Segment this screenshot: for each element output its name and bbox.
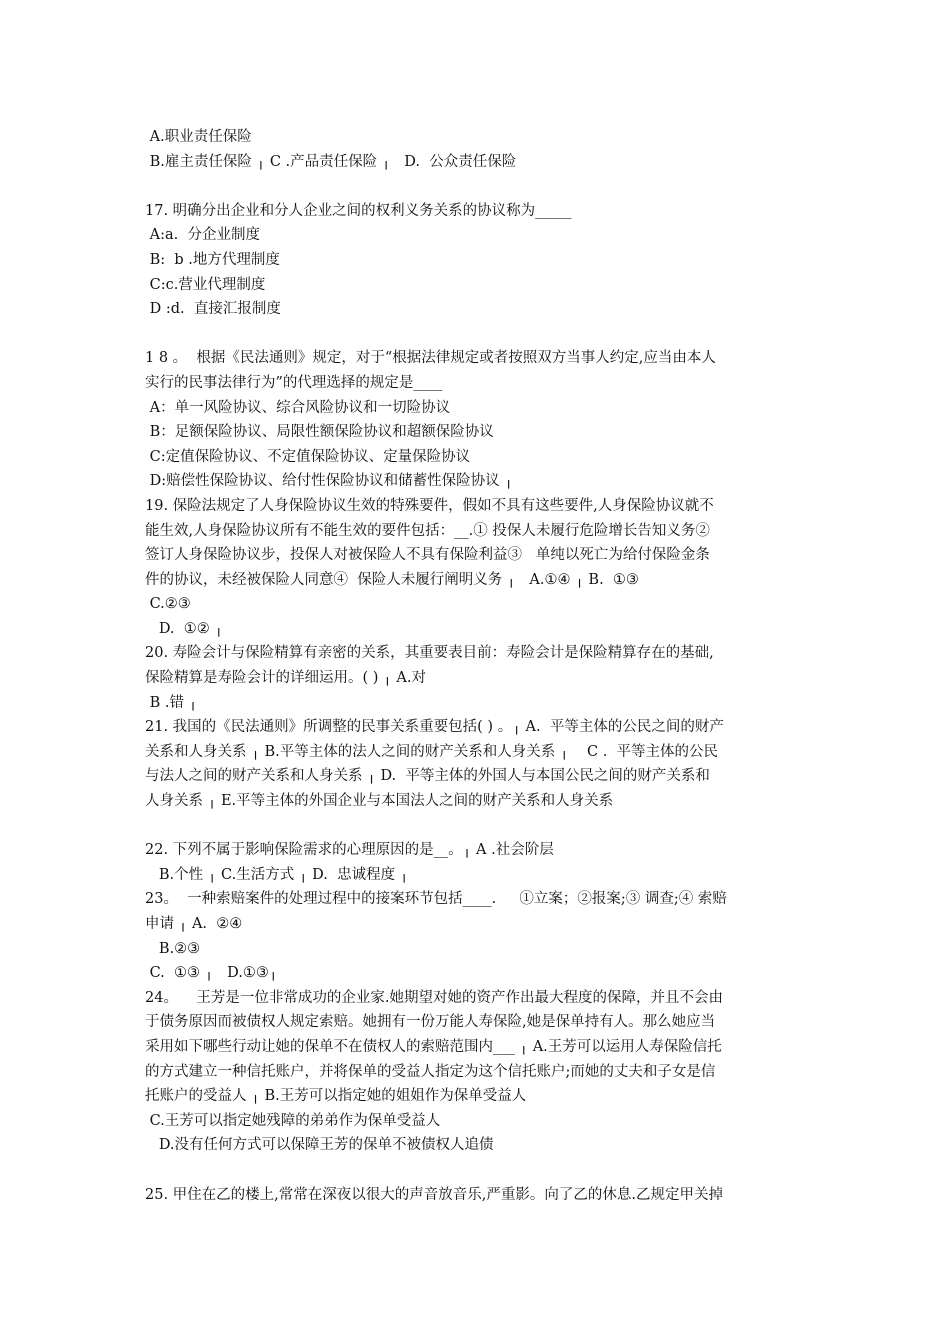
text-line: 的方式建立一种信托账户，并将保单的受益人指定为这个信托账户;而她的丈夫和子女是信	[145, 1063, 716, 1080]
text-line: B .错 ╷	[145, 694, 198, 711]
text-line: 1 8 。 根据《民法通则》规定，对于“根据法律规定或者按照双方当事人约定,应当由本人	[145, 350, 716, 367]
text-line: 24。 王芳是一位非常成功的企业家.她期望对她的资产作出最大程度的保障，并且不会由	[145, 989, 723, 1006]
text-line: 保险精算是寿险会计的详细运用。( ) ╷ A.对	[145, 670, 426, 687]
text-line: 与法人之间的财产关系和人身关系 ╷ D. 平等主体的外国人与本国公民之间的财产关系和	[145, 768, 710, 785]
text-line: 托账户的受益人 ╷ B.王芳可以指定她的姐姐作为保单受益人	[145, 1088, 527, 1105]
text-line: A.职业责任保险	[145, 129, 252, 145]
text-line: 实行的民事法律行为”的代理选择的规定是____	[145, 374, 443, 391]
text-line: D. ①② ╷	[145, 620, 224, 637]
text-line: 采用如下哪些行动让她的保单不在债权人的索赔范围内___ ╷ A.王芳可以运用人寿保险信托	[145, 1038, 722, 1055]
text-line: 申请 ╷ A. ②④	[145, 916, 243, 932]
blank-line	[145, 174, 810, 199]
text-line: C.②③	[145, 596, 191, 613]
text-line: 17. 明确分出企业和分人企业之间的权利义务关系的协议称为_____	[145, 202, 572, 219]
text-line: 件的协议，未经被保险人同意④ 保险人未履行阐明义务 ╷ A.①④ ╷ B. ①③	[145, 571, 639, 588]
text-line: B.雇主责任保险 ╷ C .产品责任保险 ╷ D. 公众责任保险	[145, 153, 517, 170]
text-line: 签订人身保险协议步，投保人对被保险人不具有保险利益③ 单纯以死亡为给付保险金条	[145, 547, 710, 564]
text-line: 23。 一种索赔案件的处理过程中的接案环节包括____. ①立案；②报案;③ 调查;④ 索赔	[145, 891, 727, 908]
text-line: B.个性 ╷ C.生活方式 ╷ D. 忠诚程度 ╷	[145, 866, 409, 883]
text-line: 21. 我国的《民法通则》所调整的民事关系重要包括( ) 。╷ A. 平等主体的公民之间的财产	[145, 719, 724, 736]
text-line: 25. 甲住在乙的楼上,常常在深夜以很大的声音放音乐,严重影。向了乙的休息.乙规定甲关掉	[145, 1186, 723, 1203]
text-line: D:赔偿性保险协议、给付性保险协议和储蓄性保险协议 ╷	[145, 473, 513, 490]
text-line: 20. 寿险会计与保险精算有亲密的关系，其重要表目前：寿险会计是保险精算存在的基础,	[145, 645, 714, 662]
text-line: D.没有任何方式可以保障王芳的保单不被债权人追债	[145, 1137, 494, 1154]
text-line: 19. 保险法规定了人身保险协议生效的特殊要件，假如不具有这些要件,人身保险协议就不	[145, 497, 714, 514]
text-line: A:a. 分企业制度	[145, 227, 260, 244]
text-line: A：单一风险协议、综合风险协议和一切险协议	[145, 399, 451, 416]
text-line: C:定值保险协议、不定值保险协议、定量保险协议	[145, 448, 471, 465]
blank-line	[145, 1158, 810, 1183]
text-line: C.王芳可以指定她残障的弟弟作为保单受益人	[145, 1112, 441, 1129]
text-line: B: b .地方代理制度	[145, 251, 280, 268]
text-line: B：足额保险协议、局限性额保险协议和超额保险协议	[145, 424, 494, 441]
text-line: 于债务原因而被债权人规定索赔。她拥有一份万能人寿保险,她是保单持有人。那么她应当	[145, 1014, 716, 1031]
blank-line	[145, 814, 810, 839]
text-line: D :d. 直接汇报制度	[145, 301, 281, 318]
blank-line	[145, 322, 810, 347]
document-page	[145, 125, 810, 1207]
text-line: C:c.营业代理制度	[145, 276, 266, 293]
text-line: 人身关系 ╷ E.平等主体的外国企业与本国法人之间的财产关系和人身关系	[145, 793, 614, 810]
text-line: 22. 下列不属于影响保险需求的心理原因的是__。╷ A .社会阶层	[145, 842, 554, 859]
text-line: C. ①③ ╷ D.①③╷	[145, 965, 278, 982]
text-line: B.②③	[145, 940, 201, 957]
text-line: 关系和人身关系 ╷ B.平等主体的法人之间的财产关系和人身关系 ╷ C . 平等主体的公民	[145, 743, 719, 760]
text-line: 能生效,人身保险协议所有不能生效的要件包括：__.① 投保人未履行危险增长告知义务②	[145, 522, 710, 539]
